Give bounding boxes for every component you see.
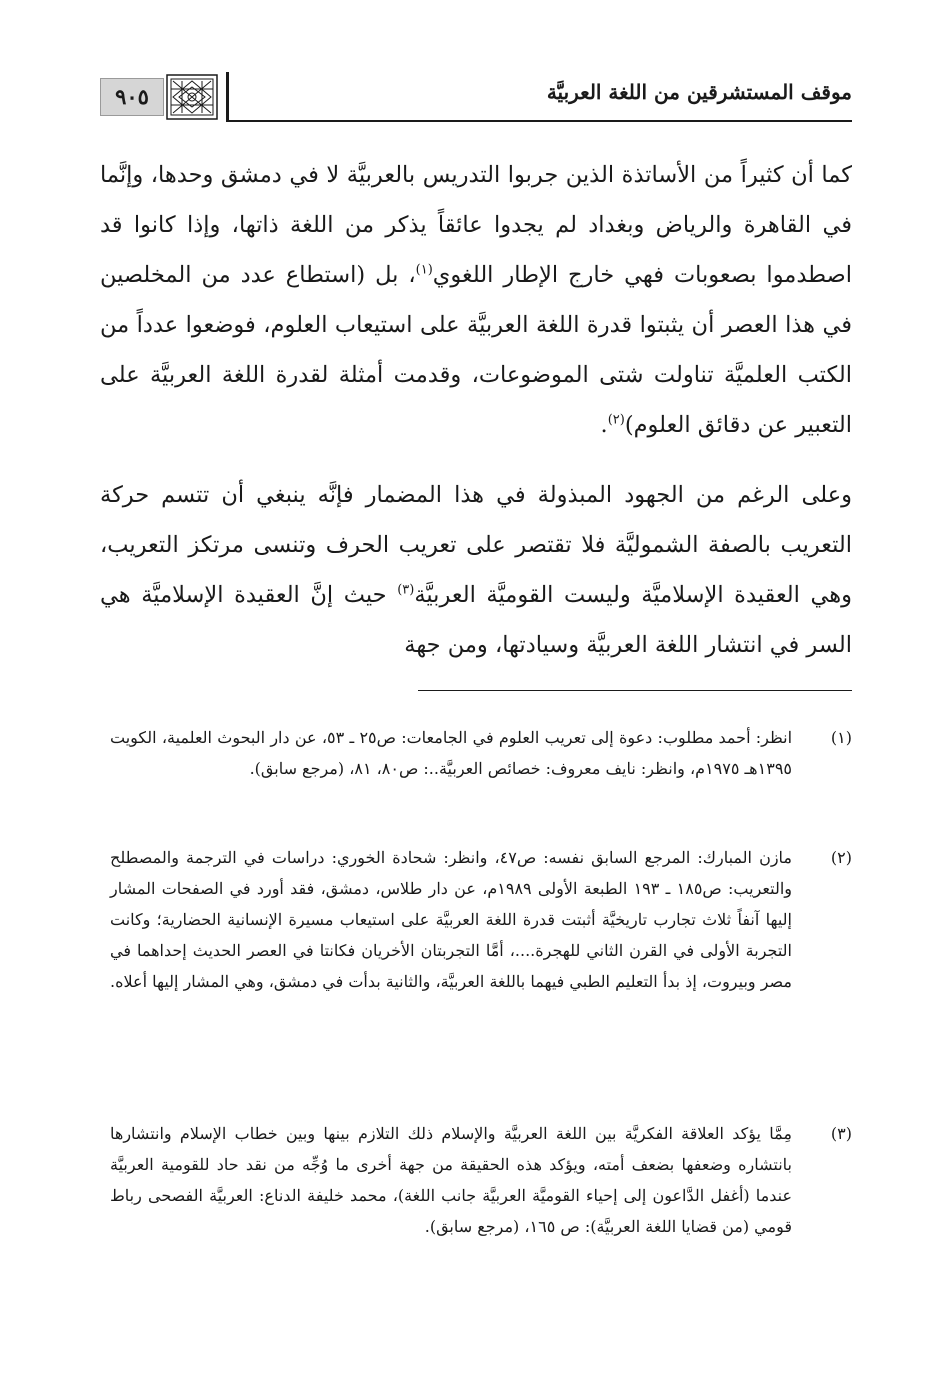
header-divider — [226, 72, 229, 122]
footnote-ref-3: (٣) — [397, 582, 415, 598]
footnote-number: (١) — [830, 728, 852, 747]
footnote-ref-2: (٢) — [607, 412, 625, 428]
paragraph-2-text-a: وعلى الرغم من الجهود المبذولة في هذا المضمار فإنَّه ينبغي أن تتسم حركة التعريب بالصفة الشموليَّة فلا تقتصر على تعريب الحرف وتنسى مرتكز التعريب، وهي العقيدة الإسلاميَّة وليست القوميَّة العربيَّة — [100, 482, 852, 608]
footnote — [110, 842, 852, 997]
footnote-number: (٣) — [830, 1124, 852, 1143]
paragraph-1-text-a: كما أن كثيراً من الأساتذة الذين جربوا التدريس بالعربيَّة لا في دمشق وحدها، وإنَّما في القاهرة والرياض وبغداد لم يجدوا عائقاً يذكر من اللغة ذاتها، وإذا كانوا قد اصطدموا بصعوبات فهي خارج الإطار اللغوي — [100, 162, 852, 288]
page-number: ٩٠٥ — [100, 78, 164, 116]
header-rule — [226, 120, 852, 122]
running-title: موقف المستشرقين من اللغة العربيَّة — [546, 80, 852, 104]
running-header — [100, 62, 852, 124]
footnote-text: مازن المبارك: المرجع السابق نفسه: ص٤٧، وانظر: شحادة الخوري: دراسات في الترجمة والمصطلح والتعريب: ص١٨٥ ـ ١٩٣ الطبعة الأولى ١٩٨٩م، عن دار طلاس، دمشق، فقد أورد في الصفحات المشار إليها آنفاً ثلاث تجارب تاريخيَّة أثبتت قدرة اللغة العربيَّة على استيعاب مسيرة الإنسانية الحضارية؛ وكانت التجربة الأولى في القرن الثاني للهجرة....، أمَّا التجربتان الأخريان فكانتا في العصر الحديث إحداهما في مصر وبيروت، إذ بدأ التعليم الطبي فيهما باللغة العربيَّة، والثانية بدأت في دمشق، وهي المشار إليها أعلاه. — [110, 848, 793, 991]
paragraph-1-end: . — [600, 412, 608, 438]
footnote-ref-1: (١) — [415, 262, 433, 278]
footnote-text: مِمَّا يؤكد العلاقة الفكريَّة بين اللغة العربيَّة والإسلام ذلك التلازم بينها وبين خطاب الإسلام وانتشارها بانتشاره وضعفها بضعف أمته، ويؤكد هذه الحقيقة من جهة أخرى ما وُجِّه من نقد حاد للقومية العربيَّة عندما (أغفل الدَّاعون إلى إحياء القوميَّة العربيَّة جانب اللغة)، محمد خليفة الدناع: العربيَّة الفصحى رباط قومي (من قضايا اللغة العربيَّة): ص ١٦٥، (مرجع سابق). — [110, 1124, 792, 1236]
footnote — [110, 722, 852, 784]
footnote-text: انظر: أحمد مطلوب: دعوة إلى تعريب العلوم في الجامعات: ص٢٥ ـ ٥٣، عن دار البحوث العلمية، الكويت ١٣٩٥هـ ١٩٧٥م، وانظر: نايف معروف: خصائص العربيَّة..: ص٨٠، ٨١، (مرجع سابق). — [110, 728, 793, 778]
ornament-icon — [166, 74, 218, 120]
paragraph-2 — [100, 470, 852, 670]
footnote-number: (٢) — [830, 848, 852, 867]
paragraph-2-text-b: حيث إنَّ العقيدة الإسلاميَّة هي السر في انتشار اللغة العربيَّة وسيادتها، ومن جهة — [100, 582, 852, 658]
paragraph-1 — [100, 150, 852, 450]
footnote — [110, 1118, 852, 1242]
paragraph-1-text-b: ، بل (استطاع عدد من المخلصين في هذا العصر أن يثبتوا قدرة اللغة العربيَّة على استيعاب العلوم، فوضعوا عدداً من الكتب العلميَّة تناولت شتى الموضوعات، وقدمت أمثلة لقدرة اللغة العربيَّة على التعبير عن دقائق العلوم) — [100, 262, 852, 438]
footnote-separator — [418, 690, 852, 691]
